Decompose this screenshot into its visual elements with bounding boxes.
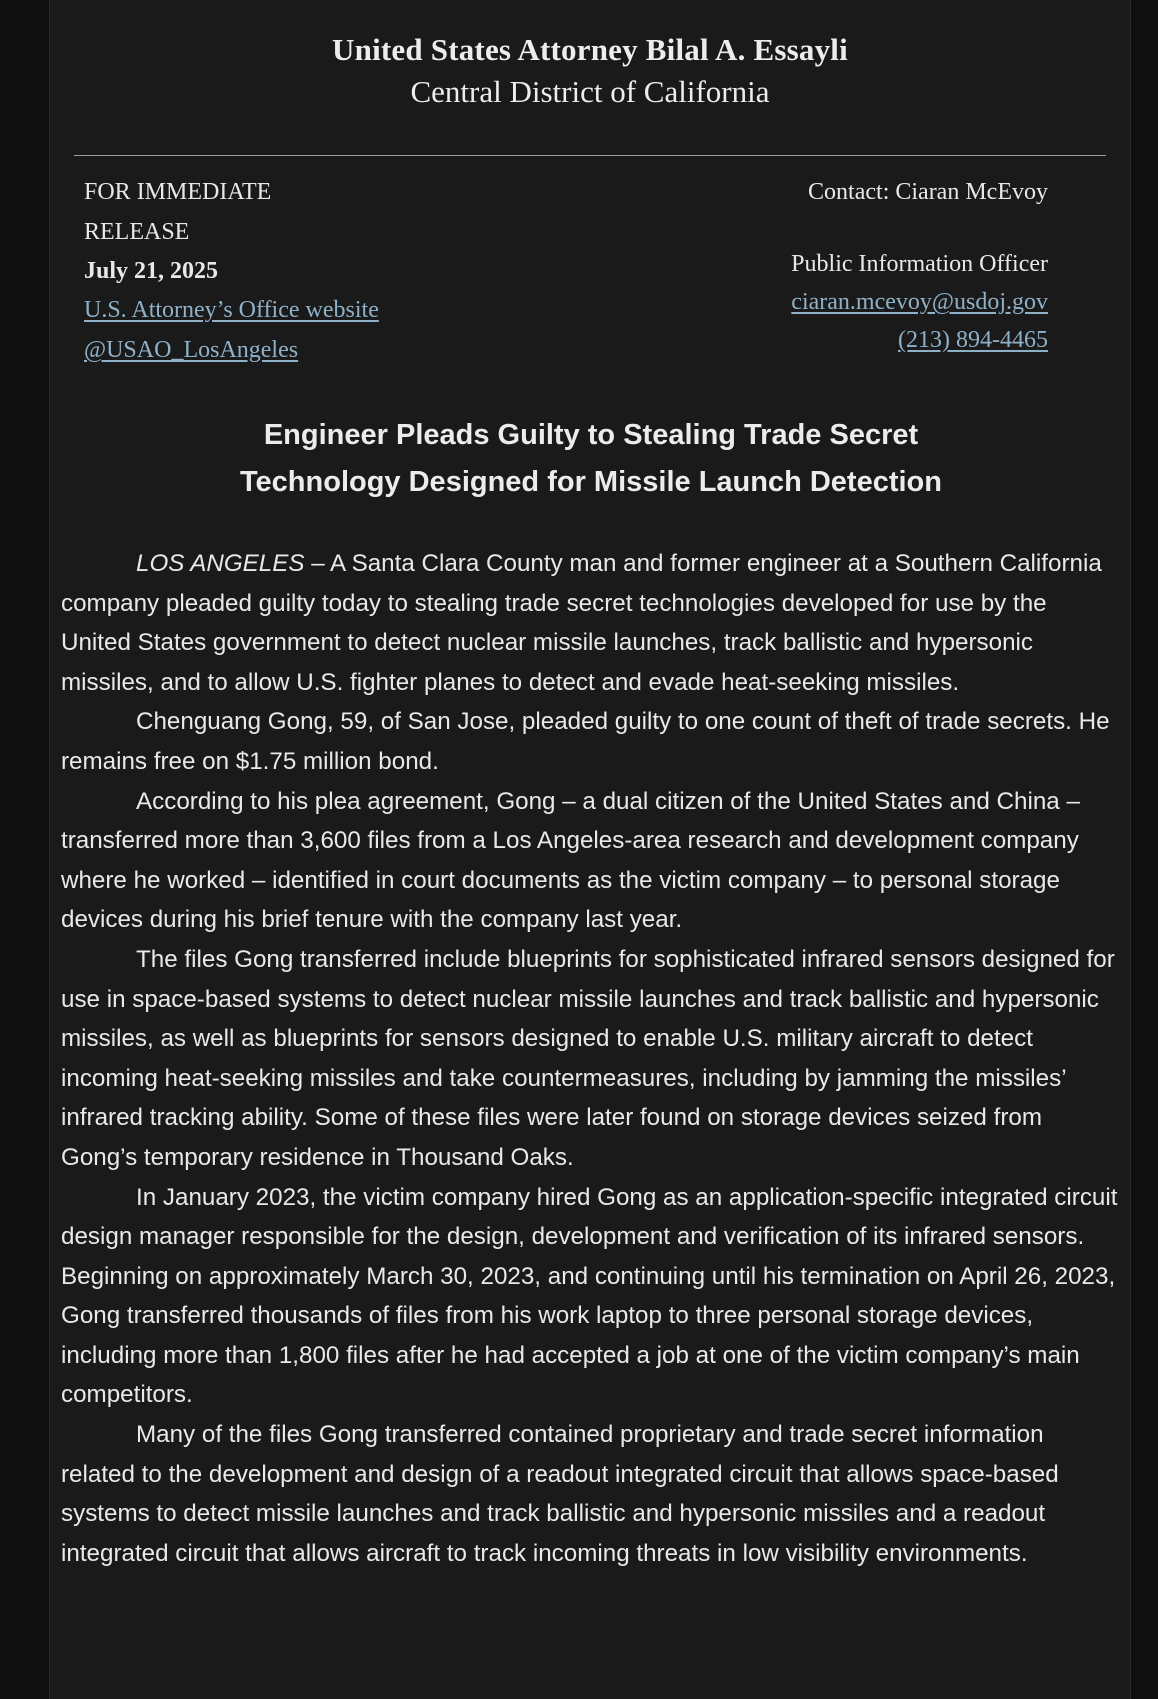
paragraph-5: In January 2023, the victim company hired Gong as an application-specific integrated circuit design manager responsible for the design, development and verification of its infrared sensors. Beginning on approximately March 30, 2023, and continuing until his termination on April 26, 2023, Gong transferred thousands of files from his work laptop to three personal storage devices, including more than 1,800 files after he had accepted a job at one of the victim company’s main competitors. <box>61 1183 1118 1409</box>
release-date: July 21, 2025 <box>84 258 219 284</box>
paragraph-1-text: – A Santa Clara County man and former engineer at a Southern California company pleaded guilty today to stealing trade secret technologies developed for use by the United States government to detect nuclear missile launches, track ballistic and hypersonic missiles, and to allow U.S. fighter planes to detect and evade heat-seeking missiles. <box>61 550 1102 696</box>
district-name: Central District of California <box>410 74 770 109</box>
contact-phone-link[interactable]: (213) 894-4465 <box>898 327 1048 353</box>
contact-info <box>648 172 1048 359</box>
contact-email-link[interactable]: ciaran.mcevoy@usdoj.gov <box>791 289 1048 315</box>
paragraph-6: Many of the files Gong transferred contained proprietary and trade secret information related to the development and design of a readout integrated circuit that allows space-based systems to detect missile launches and track ballistic and hypersonic missiles and a readout integrated circuit that allows aircraft to track incoming threats in low visibility environments. <box>61 1421 1059 1567</box>
masthead <box>50 0 1130 114</box>
paragraph-1 <box>61 544 1121 702</box>
press-release-page <box>49 0 1131 1699</box>
paragraph-2: Chenguang Gong, 59, of San Jose, pleaded guilty to one count of theft of trade secrets. He remains free on $1.75 million bond. <box>61 708 1110 775</box>
release-label-line1: FOR IMMEDIATE <box>84 179 272 205</box>
release-info <box>84 172 444 370</box>
headline-line1: Engineer Pleads Guilty to Stealing Trade Secret <box>263 419 919 451</box>
release-label-line2: RELEASE <box>84 219 190 245</box>
article-body <box>61 544 1121 1573</box>
office-website-link[interactable]: U.S. Attorney’s Office website <box>84 297 379 323</box>
attorney-name: United States Attorney Bilal A. Essayli <box>332 32 848 67</box>
social-handle-link[interactable]: @USAO_LosAngeles <box>84 337 299 363</box>
paragraph-4: The files Gong transferred include blueprints for sophisticated infrared sensors designed for use in space-based systems to detect nuclear missile launches and track ballistic and hypersonic missiles, as well as blueprints for sensors designed to enable U.S. military aircraft to detect incoming heat-seeking missiles and take countermeasures, including by jamming the missiles’ infrared tracking ability. Some of these files were later found on storage devices seized from Gong’s temporary residence in Thousand Oaks. <box>61 945 1115 1171</box>
header-divider <box>74 155 1106 156</box>
paragraph-3: According to his plea agreement, Gong – a dual citizen of the United States and China – transferred more than 3,600 files from a Los Angeles-area research and development company where he worked – identified in court documents as the victim company – to personal storage devices during his brief tenure with the company last year. <box>61 787 1080 934</box>
contact-title: Public Information Officer <box>791 251 1048 277</box>
headline <box>50 412 1132 506</box>
contact-name: Contact: Ciaran McEvoy <box>808 179 1048 205</box>
headline-line2: Technology Designed for Missile Launch Detection <box>239 466 942 498</box>
dateline: LOS ANGELES <box>136 550 305 577</box>
